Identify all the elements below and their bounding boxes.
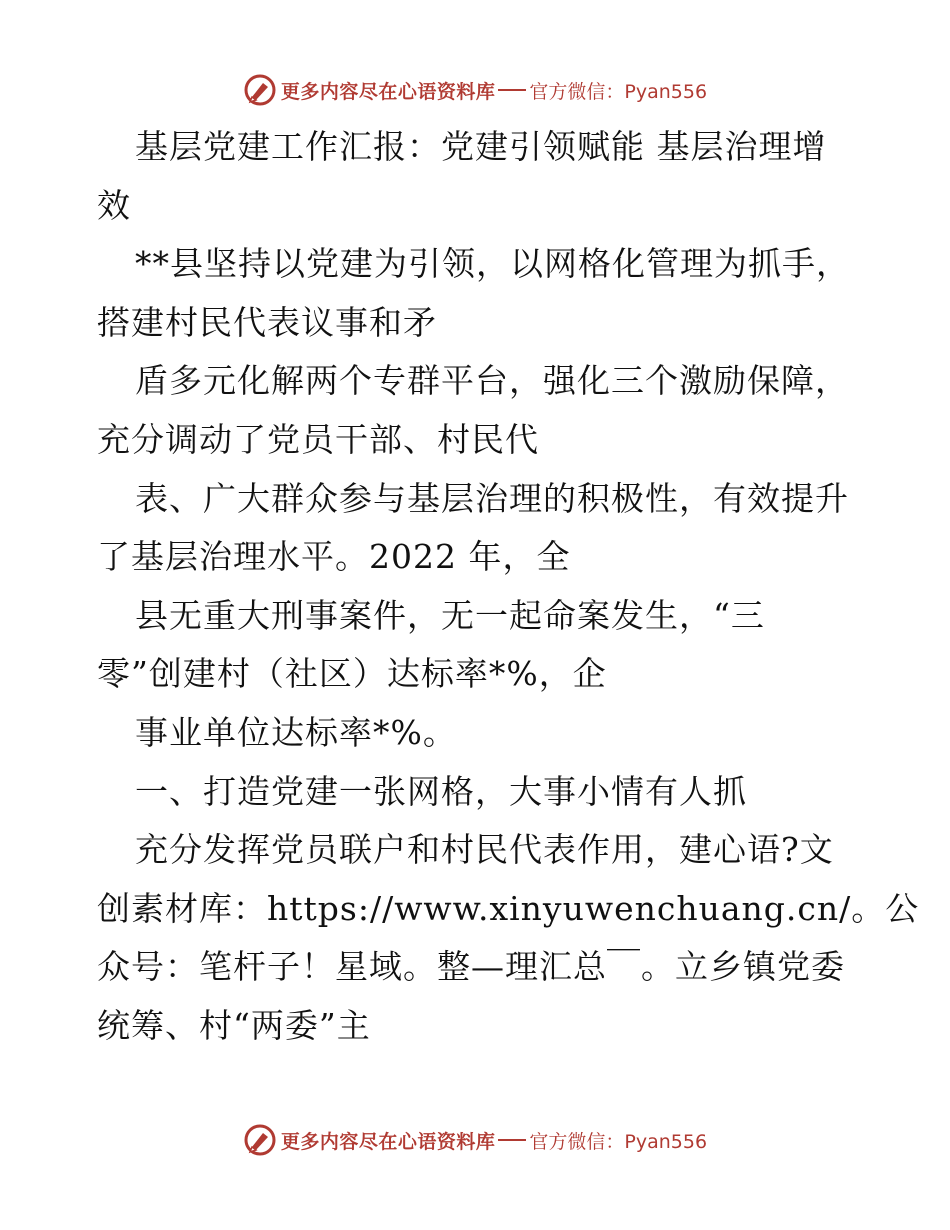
banner-dash	[498, 1139, 526, 1141]
banner-left-text: 更多内容尽在心语资料库	[280, 1130, 496, 1153]
text-line: 搭建村民代表议事和矛	[97, 302, 437, 342]
text-line: 充分调动了党员干部、村民代	[97, 419, 539, 459]
title-line-1: 基层党建工作汇报：党建引领赋能 基层治理增	[135, 127, 827, 166]
text-line: 统筹、村“两委”主	[97, 1005, 371, 1045]
text-line: 了基层治理水平。2022 年，全	[97, 537, 571, 577]
banner-left-text: 更多内容尽在心语资料库	[280, 80, 496, 103]
text-line: 事业单位达标率*%。	[135, 712, 457, 752]
text-line: **县坚持以党建为引领，以网格化管理为抓手，	[135, 244, 850, 284]
document-body	[97, 118, 920, 1056]
banner-dash	[498, 89, 526, 91]
text-line: 众号：笔杆子！星域。整—理汇总￣。立乡镇党委	[97, 947, 845, 987]
text-line: 县无重大刑事案件，无一起命案发生，“三	[135, 595, 765, 635]
text-line: 创素材库：https://www.xinyuwenchuang.cn/。公	[97, 888, 920, 928]
pen-logo-icon	[243, 1123, 277, 1157]
title-line-2: 效	[97, 185, 131, 225]
banner-right-text: 官方微信：Pyan556	[529, 80, 708, 103]
text-line: 表、广大群众参与基层治理的积极性，有效提升	[135, 478, 849, 518]
text-line: 零”创建村（社区）达标率*%，企	[97, 654, 607, 694]
text-line: 盾多元化解两个专群平台，强化三个激励保障，	[135, 361, 849, 401]
text-line: 充分发挥党员联户和村民代表作用，建心语?文	[135, 830, 834, 870]
banner-right-text: 官方微信：Pyan556	[529, 1130, 708, 1153]
header-watermark-banner	[0, 70, 950, 110]
pen-logo-icon	[243, 73, 277, 107]
section-heading: 一、打造党建一张网格，大事小情有人抓	[135, 771, 747, 811]
footer-watermark-banner	[0, 1120, 950, 1160]
